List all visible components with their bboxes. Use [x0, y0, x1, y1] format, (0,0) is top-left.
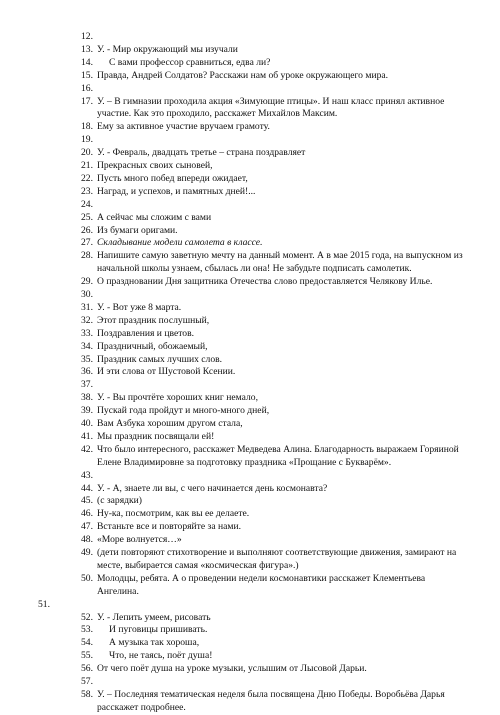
item-number: 19. — [81, 134, 93, 146]
item-number: 34. — [81, 340, 93, 352]
item-text: Складывание модели самолета в классе. — [97, 237, 263, 249]
list-item — [0, 186, 500, 199]
item-text: Ему за активное участие вручаем грамоту. — [97, 121, 270, 133]
item-number: 43. — [81, 469, 93, 481]
list-item — [0, 276, 500, 289]
item-text: Прекрасных своих сыновей, — [97, 160, 213, 171]
list-item — [0, 676, 500, 689]
item-text: Этот праздник послушный, — [97, 314, 210, 326]
list-item — [0, 160, 500, 173]
list-item — [0, 599, 500, 612]
list-item — [0, 431, 500, 444]
list-item — [0, 31, 500, 44]
item-text: Праздничный, обожаемый, — [97, 340, 208, 352]
item-text-continuation: месте, выбирается самая «космическая фигура».) — [97, 559, 299, 571]
list-item — [0, 289, 500, 302]
item-number: 15. — [81, 69, 93, 81]
list-item — [0, 328, 500, 341]
list-item — [0, 250, 500, 263]
item-text: Ну-ка, посмотрим, как вы ее делаете. — [97, 508, 250, 520]
item-number: 17. — [81, 95, 93, 107]
item-text: Праздник самых лучших слов. — [97, 353, 223, 365]
item-number: 49. — [81, 547, 93, 558]
list-item — [0, 689, 500, 702]
item-number: 53. — [81, 624, 93, 636]
list-item — [0, 199, 500, 212]
list-item — [0, 392, 500, 405]
list-item — [0, 508, 500, 521]
item-number: 21. — [81, 160, 93, 171]
item-number: 44. — [81, 482, 93, 494]
item-number: 47. — [81, 521, 93, 533]
item-text: (с зарядки) — [97, 495, 142, 507]
list-item — [0, 212, 500, 225]
item-text: Из бумаги оригами. — [97, 224, 178, 236]
list-item-continuation — [0, 586, 500, 599]
item-text: У. – Последняя тематическая неделя была посвящена Дню Победы. Воробьёва Дарья — [97, 688, 445, 700]
list-item — [0, 547, 500, 560]
list-item — [0, 495, 500, 508]
item-number: 26. — [81, 224, 93, 236]
list-item — [0, 663, 500, 676]
item-number: 54. — [81, 637, 93, 649]
list-item — [0, 57, 500, 70]
list-item — [0, 134, 500, 147]
item-number: 28. — [81, 250, 93, 262]
item-number: 46. — [81, 508, 93, 520]
list-item — [0, 302, 500, 315]
item-text: Напишите самую заветную мечту на данный момент. А в мае 2015 года, на выпускном из — [97, 250, 463, 262]
list-item — [0, 624, 500, 637]
item-text-continuation: участие. Как это проходило, расскажет Михайлов Максим. — [97, 108, 338, 120]
item-number: 24. — [81, 198, 93, 210]
list-item-continuation — [0, 108, 500, 121]
item-text: (дети повторяют стихотворение и выполняют соответствующие движения, замирают на — [97, 547, 457, 558]
list-item — [0, 483, 500, 496]
item-text: У. - Вот уже 8 марта. — [97, 301, 182, 313]
item-number: 50. — [81, 572, 93, 584]
item-text: Наград, и успехов, и памятных дней!... — [97, 185, 256, 197]
item-number: 48. — [81, 534, 93, 546]
item-number: 42. — [81, 443, 93, 455]
item-number: 30. — [81, 289, 93, 300]
list-item — [0, 173, 500, 186]
list-item — [0, 637, 500, 650]
item-text: У. - А, знаете ли вы, с чего начинается день космонавта? — [97, 482, 328, 494]
list-item-continuation — [0, 560, 500, 573]
item-text: Что, не таясь, поёт душа! — [109, 650, 213, 662]
item-number: 52. — [81, 611, 93, 623]
item-number: 13. — [81, 43, 93, 55]
item-text: Встаньте все и повторяйте за нами. — [97, 521, 241, 533]
item-number: 20. — [81, 147, 93, 159]
item-text: У. – В гимназии проходила акция «Зимующие птицы». И наш класс принял активное — [97, 95, 445, 107]
item-text: А сейчас мы сложим с вами — [97, 211, 212, 223]
item-text-continuation: начальной школы узнаем, сбылась ли она! Не забудьте подписать самолетик. — [97, 263, 412, 275]
list-item — [0, 44, 500, 57]
item-number: 16. — [81, 82, 93, 94]
item-text: У. - Мир окружающий мы изучали — [97, 43, 238, 55]
item-text: Молодцы, ребята. А о проведении недели космонавтики расскажет Клементьева — [97, 572, 426, 584]
list-item — [0, 379, 500, 392]
item-number: 37. — [81, 379, 93, 391]
item-text: Мы праздник посвящали ей! — [97, 430, 215, 442]
item-text: Вам Азбука хорошим другом стала, — [97, 418, 243, 429]
list-item — [0, 315, 500, 328]
list-item — [0, 225, 500, 238]
list-item-continuation — [0, 263, 500, 276]
list-item — [0, 121, 500, 134]
item-number: 55. — [81, 650, 93, 662]
item-number: 27. — [81, 237, 93, 249]
item-number: 32. — [81, 314, 93, 326]
item-number: 38. — [81, 392, 93, 404]
item-text: «Море волнуется…» — [97, 534, 182, 546]
list-item — [0, 470, 500, 483]
item-number: 45. — [81, 495, 93, 507]
item-number: 31. — [81, 301, 93, 313]
list-item — [0, 444, 500, 457]
item-number: 56. — [81, 663, 93, 675]
item-text: Поздравления и цветов. — [97, 327, 194, 339]
list-item — [0, 521, 500, 534]
item-text: Пусть много побед впереди ожидает, — [97, 172, 248, 184]
item-text: У. - Вы прочтёте хороших книг немало, — [97, 392, 258, 404]
item-text: У. - Лепить умеем, рисовать — [97, 611, 211, 623]
list-item — [0, 70, 500, 83]
item-number: 40. — [81, 418, 93, 429]
list-item — [0, 237, 500, 250]
list-item — [0, 147, 500, 160]
list-item — [0, 650, 500, 663]
item-text: О праздновании Дня защитника Отечества слово предоставляется Челякову Илье. — [97, 276, 433, 288]
item-number: 22. — [81, 172, 93, 184]
list-item — [0, 366, 500, 379]
item-text: С вами профессор сравниться, едва ли? — [109, 56, 271, 68]
item-text: Пускай года пройдут и много-много дней, — [97, 405, 270, 417]
item-text: От чего поёт душа на уроке музыки, услышим от Лысовой Дарьи. — [97, 663, 367, 675]
item-number: 39. — [81, 405, 93, 417]
item-number: 23. — [81, 185, 93, 197]
item-number: 57. — [81, 676, 93, 687]
item-text: И эти слова от Шустовой Ксении. — [97, 366, 236, 378]
list-item — [0, 341, 500, 354]
item-number: 36. — [81, 366, 93, 378]
item-number: 14. — [81, 56, 93, 68]
item-number: 33. — [81, 327, 93, 339]
list-item — [0, 418, 500, 431]
list-item — [0, 405, 500, 418]
item-text: И пуговицы пришивать. — [109, 624, 208, 636]
item-number: 12. — [81, 31, 93, 42]
item-text: А музыка так хороша, — [109, 637, 200, 649]
list-item — [0, 573, 500, 586]
item-text: Правда, Андрей Солдатов? Расскажи нам об уроке окружающего мира. — [97, 69, 389, 81]
list-item — [0, 96, 500, 109]
section-marker: 51. — [38, 598, 50, 610]
item-text-continuation: Ангелина. — [97, 585, 139, 597]
list-item — [0, 354, 500, 367]
item-text-continuation: Елене Владимировне за подготовку праздника «Прощание с Букварём». — [97, 456, 392, 468]
item-number: 35. — [81, 353, 93, 365]
item-text-continuation: расскажет подробнее. — [97, 701, 186, 713]
list-item — [0, 534, 500, 547]
item-text: У. - Февраль, двадцать третье – страна поздравляет — [97, 147, 306, 159]
item-number: 25. — [81, 211, 93, 223]
item-number: 58. — [81, 688, 93, 700]
list-item-continuation — [0, 457, 500, 470]
list-item — [0, 612, 500, 625]
item-number: 41. — [81, 430, 93, 442]
list-item — [0, 83, 500, 96]
list-item-continuation — [0, 702, 500, 715]
item-number: 29. — [81, 276, 93, 288]
item-number: 18. — [81, 121, 93, 133]
item-text: Что было интересного, расскажет Медведева Алина. Благодарность выражаем Горяиной — [97, 443, 459, 455]
